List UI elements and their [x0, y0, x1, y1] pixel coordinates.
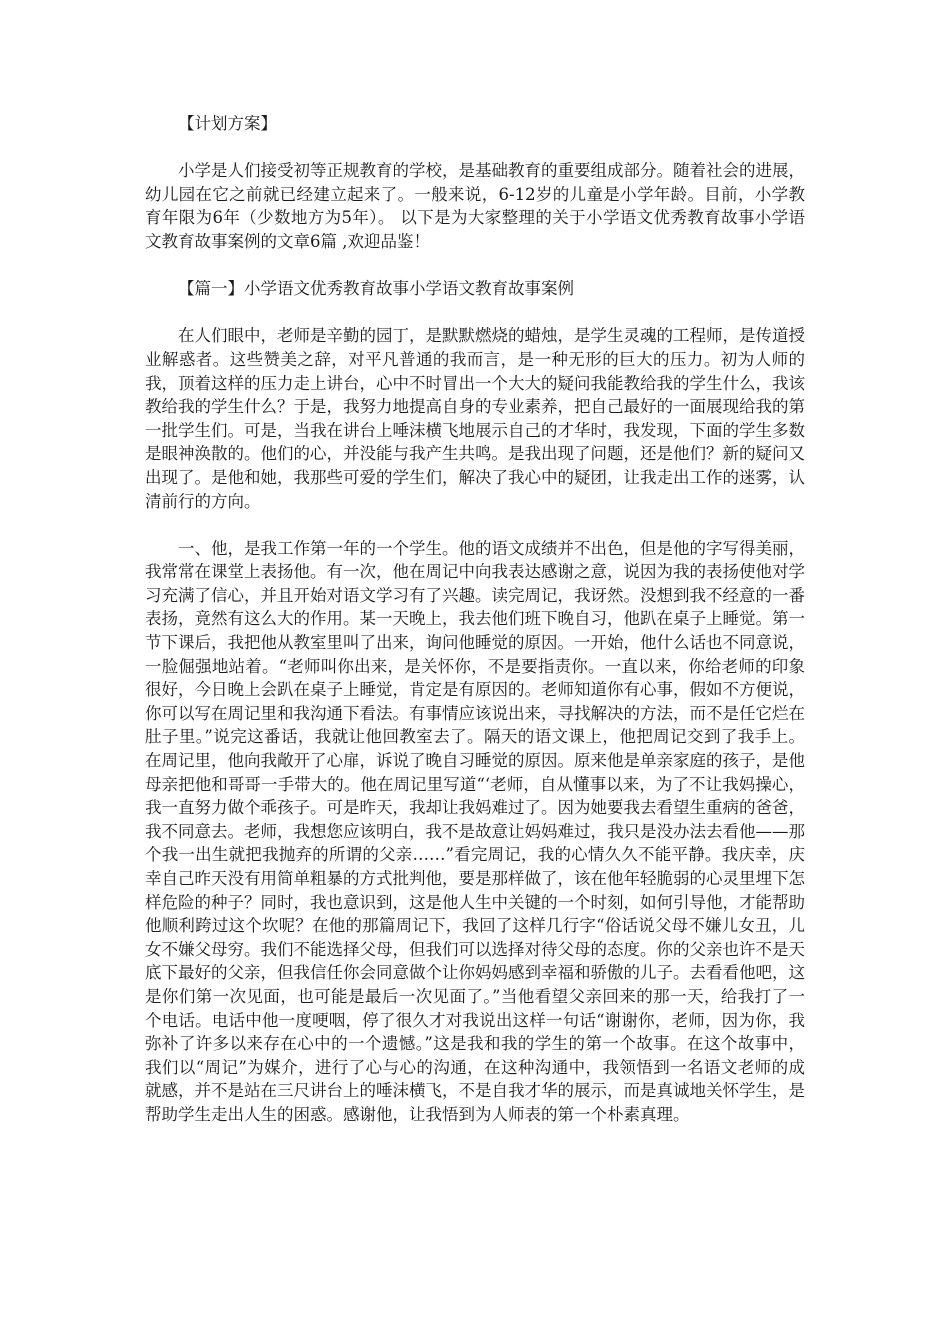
body-paragraph: 在人们眼中，老师是辛勤的园丁，是默默燃烧的蜡烛，是学生灵魂的工程师，是传道授业解惑者。这些赞美之辞，对平凡普通的我而言，是一种无形的巨大的压力。初为人师的我，顶着这样的压力走上讲台，心中不时冒出一个大大的疑问我能教给我的学生什么，我该教给我的学生什么？于是，我努力地提高自身的专业素养，把自己最好的一面展现给我的第一批学生们。可是，当我在讲台上唾沫横飞地展示自己的才华时，我发现，下面的学生多数是眼神涣散的。他们的心，并没能与我产生共鸣。是我出现了问题，还是他们？新的疑问又出现了。是他和她，我那些可爱的学生们，解决了我心中的疑团，让我走出工作的迷雾，认清前行的方向。	[145, 326, 805, 511]
body-paragraph: 一、他，是我工作第一年的一个学生。他的语文成绩并不出色，但是他的字写得美丽，我常常在课堂上表扬他。有一次，他在周记中向我表达感谢之意，说因为我的表扬使他对学习充满了信心，并且开始对语文学习有了兴趣。读完周记，我讶然。没想到我不经意的一番表扬，竟然有这么大的作用。某一天晚上，我去他们班下晚自习，他趴在桌子上睡觉。第一节下课后，我把他从教室里叫了出来，询问他睡觉的原因。一开始，他什么话也不同意说，一脸倔强地站着。“老师叫你出来，是关怀你，不是要指责你。一直以来，你给老师的印象很好，今日晚上会趴在桌子上睡觉，肯定是有原因的。老师知道你有心事，假如不方便说，你可以写在周记里和我沟通下看法。有事情应该说出来，寻找解决的方法，而不是任它烂在肚子里。”说完这番话，我就让他回教室去了。隔天的语文课上，他把周记交到了我手上。在周记里，他向我敞开了心扉，诉说了晚自习睡觉的原因。原来他是单亲家庭的孩子，是他母亲把他和哥哥一手带大的。他在周记里写道“‘老师，自从懂事以来，为了不让我妈操心，我一直努力做个乖孩子。可是昨天，我却让我妈难过了。因为她要我去看望生重病的爸爸，我不同意去。老师，我想您应该明白，我不是故意让妈妈难过，我只是没办法去看他——那个我一出生就把我抛弃的所谓的父亲……”看完周记，我的心情久久不能平静。我庆幸，庆幸自己昨天没有用简单粗暴的方式批判他，要是那样做了，该在他年轻脆弱的心灵里埋下怎样危险的种子？同时，我也意识到，这是他人生中关键的一个时刻，如何引导他，才能帮助他顺利跨过这个坎呢？在他的那篇周记下，我回了这样几行字“俗话说父母不嫌儿女丑，儿女不嫌父母穷。我们不能选择父母，但我们可以选择对待父母的态度。你的父亲也许不是天底下最好的父亲，但我信任你会同意做个让你妈妈感到幸福和骄傲的儿子。去看看他吧，这是你们第一次见面，也可能是最后一次见面了。”当他看望父亲回来的那一天，给我打了一个电话。电话中他一度哽咽，停了很久才对我说出这样一句话“谢谢你，老师，因为你，我弥补了许多以来存在心中的一个遗憾。”这是我和我的学生的第一个故事。在这个故事中，我们以“周记”为媒介，进行了心与心的沟通，在这种沟通中，我领悟到一名语文老师的成就感，并不是站在三尺讲台上的唾沫横飞，不是自我才华的展示，而是真诚地关怀学生，是帮助学生走出人生的困惑。感谢他，让我悟到为人师表的第一个朴素真理。	[145, 538, 805, 1124]
plan-heading: 【计划方案】	[178, 114, 277, 133]
document-page	[145, 112, 805, 1127]
chapter-heading: 【篇一】小学语文优秀教育故事小学语文教育故事案例	[178, 279, 574, 299]
intro-paragraph: 小学是人们接受初等正规教育的学校，是基础教育的重要组成部分。随着社会的进展，幼儿园在它之前就已经建立起来了。一般来说，6-12岁的儿童是小学年龄。目前，小学教育年限为6年（少数地方为5年）。 以下是为大家整理的关于小学语文优秀教育故事小学语文教育故事案例的文章6篇 ,欢迎品鉴！	[145, 161, 805, 251]
